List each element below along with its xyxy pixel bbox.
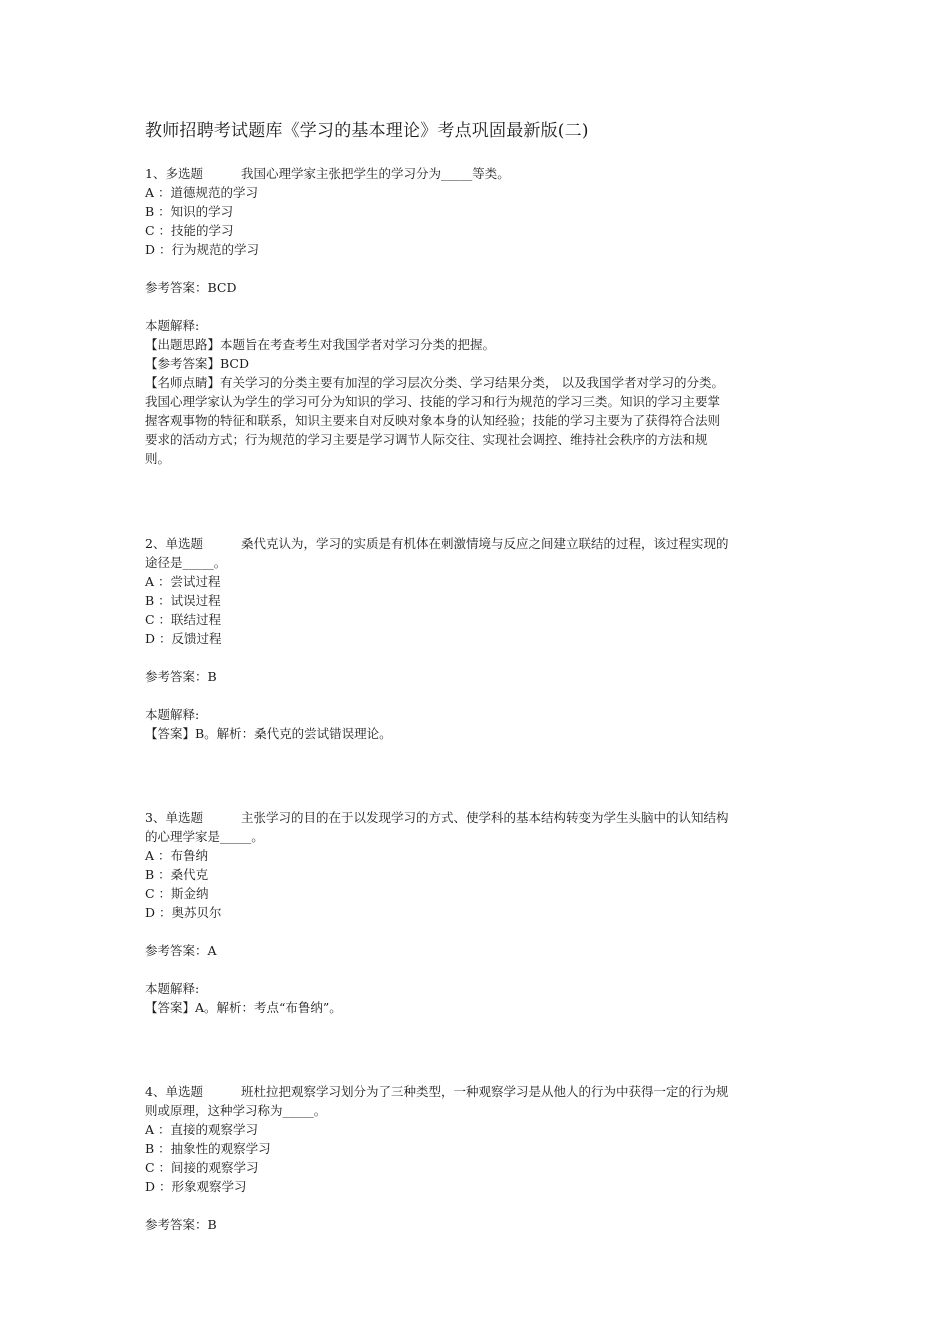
question-stem: [145, 808, 805, 827]
option-d: D ：形象观察学习: [145, 1179, 247, 1194]
question-text-cont: 则或原理，这种学习称为_____。: [145, 1103, 327, 1118]
answer: 参考答案：BCD: [145, 280, 237, 295]
question-3: [145, 808, 805, 1017]
option-b: B ：桑代克: [145, 867, 209, 882]
explanation-label: 本题解释:: [145, 318, 200, 333]
question-text-cont: 的心理学家是_____。: [145, 829, 264, 844]
explanation-line: 握客观事物的特征和联系，知识主要来自对反映对象本身的认知经验；技能的学习主要为了获得符合法则: [145, 413, 721, 428]
document-title: 教师招聘考试题库《学习的基本理论》考点巩固最新版(二): [145, 121, 589, 141]
option-c: C ：间接的观察学习: [145, 1160, 259, 1175]
explanation-label: 本题解释:: [145, 707, 200, 722]
option-c: C ：斯金纳: [145, 886, 209, 901]
question-type: 4、单选题: [145, 1084, 203, 1099]
explanation-line: 【名师点睛】有关学习的分类主要有加涅的学习层次分类、学习结果分类， 以及我国学者对学习的分类。: [145, 375, 724, 390]
question-stem: [145, 1082, 805, 1101]
question-type: 1、多选题: [145, 166, 203, 181]
option-a: A ：尝试过程: [145, 574, 221, 589]
explanation-line: 【参考答案】BCD: [145, 356, 250, 371]
explanation-line: 【出题思路】本题旨在考查考生对我国学者对学习分类的把握。: [145, 337, 496, 352]
option-a: A ：直接的观察学习: [145, 1122, 259, 1137]
option-d: D ：行为规范的学习: [145, 242, 259, 257]
option-b: B ：抽象性的观察学习: [145, 1141, 271, 1156]
question-text: 桑代克认为，学习的实质是有机体在刺激情境与反应之间建立联结的过程，该过程实现的: [241, 536, 729, 551]
option-c: C ：技能的学习: [145, 223, 234, 238]
question-4: [145, 1082, 805, 1234]
option-b: B ：知识的学习: [145, 204, 234, 219]
question-text: 我国心理学家主张把学生的学习分为_____等类。: [241, 166, 510, 181]
option-d: D ：反馈过程: [145, 631, 222, 646]
question-type: 2、单选题: [145, 536, 203, 551]
option-d: D ：奥苏贝尔: [145, 905, 222, 920]
question-1: [145, 164, 805, 468]
question-text: 班杜拉把观察学习划分为了三种类型，一种观察学习是从他人的行为中获得一定的行为规: [241, 1084, 729, 1099]
explanation-line: 则。: [145, 451, 171, 466]
explanation-label: 本题解释:: [145, 981, 200, 996]
explanation-line: 【答案】B。解析：桑代克的尝试错误理论。: [145, 726, 392, 741]
explanation-line: 【答案】A。解析：考点“布鲁纳”。: [145, 1000, 342, 1015]
question-stem: [145, 534, 805, 553]
explanation-line: 要求的活动方式；行为规范的学习主要是学习调节人际交往、实现社会调控、维持社会秩序的方法和规: [145, 432, 708, 447]
question-2: [145, 534, 805, 743]
explanation-line: 我国心理学家认为学生的学习可分为知识的学习、技能的学习和行为规范的学习三类。知识的学习主要掌: [145, 394, 721, 409]
answer: 参考答案：A: [145, 943, 217, 958]
question-stem: [145, 164, 805, 183]
question-text-cont: 途径是_____。: [145, 555, 227, 570]
question-text: 主张学习的目的在于以发现学习的方式、使学科的基本结构转变为学生头脑中的认知结构: [241, 810, 729, 825]
option-c: C ：联结过程: [145, 612, 222, 627]
option-a: A ：道德规范的学习: [145, 185, 259, 200]
option-a: A ：布鲁纳: [145, 848, 209, 863]
question-type: 3、单选题: [145, 810, 203, 825]
answer: 参考答案：B: [145, 669, 217, 684]
answer: 参考答案：B: [145, 1217, 217, 1232]
option-b: B ：试误过程: [145, 593, 221, 608]
